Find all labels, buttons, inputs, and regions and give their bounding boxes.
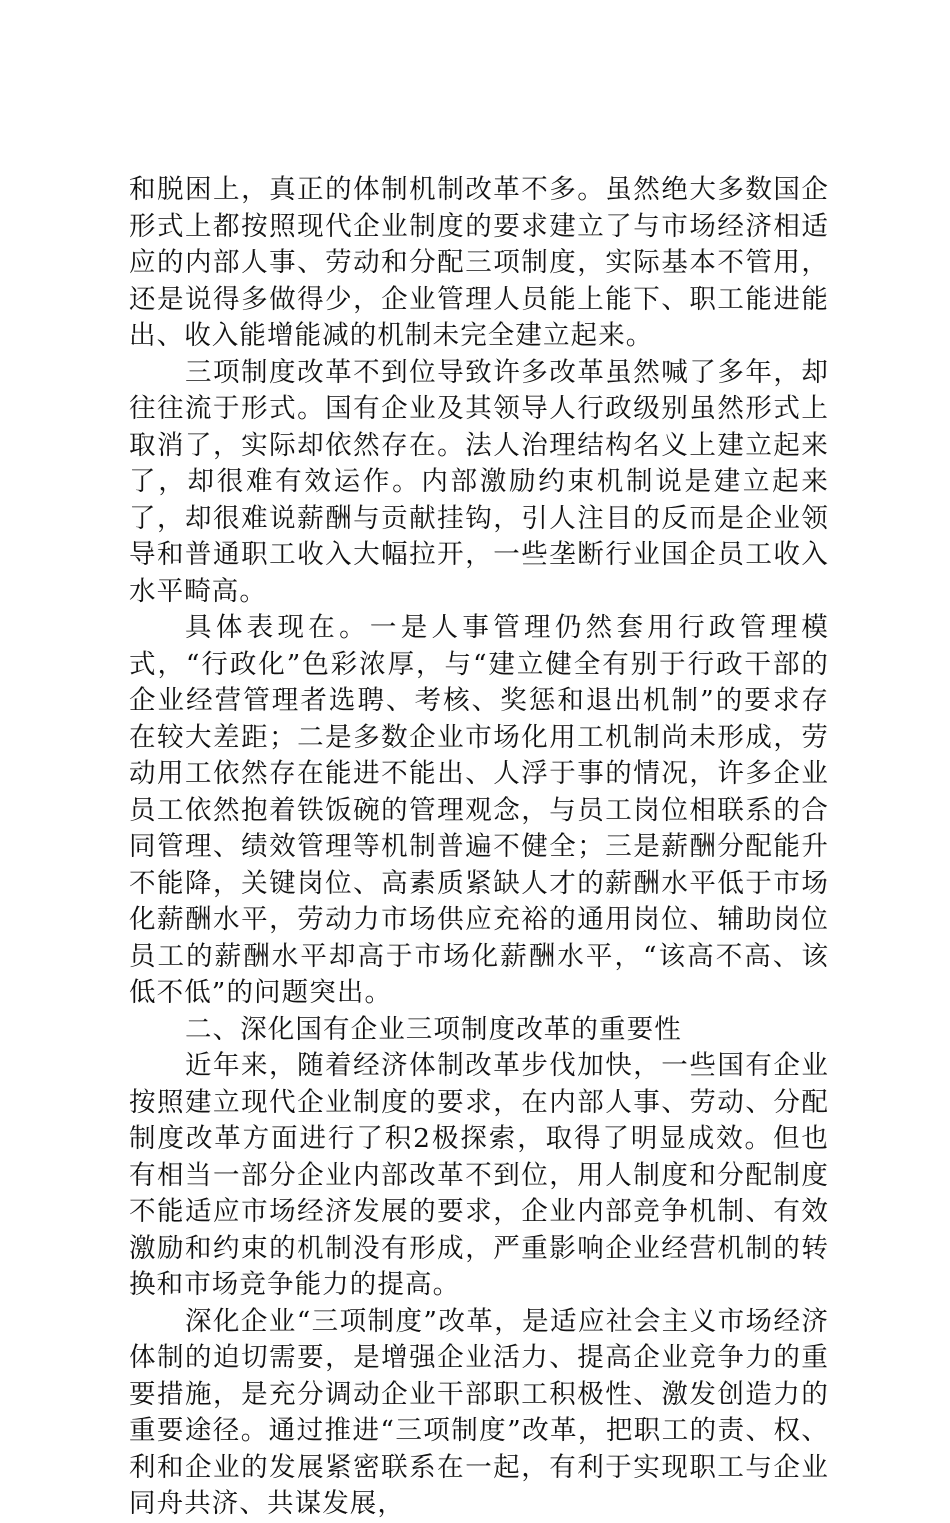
paragraph-specific-manifestations: 具体表现在。一是人事管理仍然套用行政管理模式，“行政化”色彩浓厚，与“建立健全有别于行政干部的企业经营管理者选聘、考核、奖惩和退出机制”的要求存在较大差距；二是多数企业市场化用工机制尚未形成，劳动用工依然存在能进不能出、人浮于事的情况，许多企业员工依然抱着铁饭碗的管理观念，与员工岗位相联系的合同管理、绩效管理等机制普遍不健全；三是薪酬分配能升不能降，关键岗位、高素质紧缺人才的薪酬水平低于市场化薪酬水平，劳动力市场供应充裕的通用岗位、辅助岗位员工的薪酬水平却高于市场化薪酬水平，“该高不高、该低不低”的问题突出。 — [129, 612, 829, 1008]
body-text — [129, 172, 829, 1523]
paragraph-continuation: 和脱困上，真正的体制机制改革不多。虽然绝大多数国企形式上都按照现代企业制度的要求建立了与市场经济相适应的内部人事、劳动和分配三项制度，实际基本不管用，还是说得多做得少，企业管理人员能上能下、职工能进能出、收入能增能减的机制未完全建立起来。 — [129, 174, 829, 351]
paragraph-recent-years: 近年来，随着经济体制改革步伐加快，一些国有企业按照建立现代企业制度的要求，在内部人事、劳动、分配制度改革方面进行了积2极探索，取得了明显成效。但也有相当一部分企业内部改革不到位，用人制度和分配制度不能适应市场经济发展的要求，企业内部竞争机制、有效激励和约束的机制没有形成，严重影响企业经营机制的转换和市场竞争能力的提高。 — [129, 1050, 829, 1300]
section-heading: 二、深化国有企业三项制度改革的重要性 — [185, 1013, 682, 1045]
paragraph-deepen-reform: 深化企业“三项制度”改革，是适应社会主义市场经济体制的迫切需要，是增强企业活力、提高企业竞争力的重要措施，是充分调动企业干部职工积极性、激发创造力的重要途径。通过推进“三项制度”改革，把职工的责、权、利和企业的发展紧密联系在一起，有利于实现职工与企业同舟共济、共谋发展， — [129, 1305, 829, 1519]
paragraph-reform-not-in-place: 三项制度改革不到位导致许多改革虽然喊了多年，却往往流于形式。国有企业及其领导人行政级别虽然形式上取消了，实际却依然存在。法人治理结构名义上建立起来了，却很难有效运作。内部激励约束机制说是建立起来了，却很难说薪酬与贡献挂钩，引人注目的反而是企业领导和普通职工收入大幅拉开，一些垄断行业国企员工收入水平畸高。 — [129, 356, 829, 607]
